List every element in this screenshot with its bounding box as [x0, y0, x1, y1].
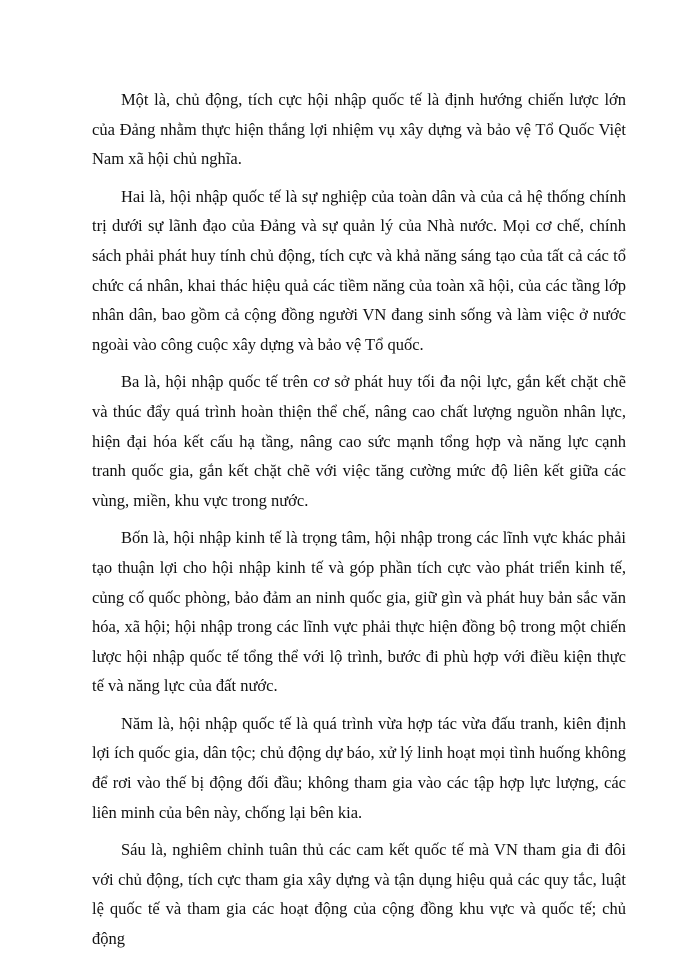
paragraph-bon-la: Bốn là, hội nhập kinh tế là trọng tâm, hội nhập trong các lĩnh vực khác phải tạo thuận lợi cho hội nhập kinh tế và góp phần tích cực vào phát triển kinh tế, củng cố quốc phòng, bảo đảm an ninh quốc gia, giữ gìn và phát huy bản sắc văn hóa, xã hội; hội nhập trong các lĩnh vực phải thực hiện đồng bộ trong một chiến lược hội nhập quốc tế tổng thể với lộ trình, bước đi phù hợp với điều kiện thực tế và năng lực của đất nước.	[92, 528, 626, 696]
document-body	[92, 85, 626, 962]
paragraph-nam-la: Năm là, hội nhập quốc tế là quá trình vừa hợp tác vừa đấu tranh, kiên định lợi ích quốc gia, dân tộc; chủ động dự báo, xử lý linh hoạt mọi tình huống không để rơi vào thế bị động đối đầu; không tham gia vào các tập hợp lực lượng, các liên minh của bên này, chống lại bên kia.	[92, 713, 626, 822]
paragraph-hai-la: Hai là, hội nhập quốc tế là sự nghiệp của toàn dân và của cả hệ thống chính trị dưới sự lãnh đạo của Đảng và sự quản lý của Nhà nước. Mọi cơ chế, chính sách phải phát huy tính chủ động, tích cực và khả năng sáng tạo của tất cả các tổ chức cá nhân, khai thác hiệu quả các tiềm năng của toàn xã hội, của các tầng lớp nhân dân, bao gồm cả cộng đồng người VN đang sinh sống và làm việc ở nước ngoài vào công cuộc xây dựng và bảo vệ Tổ quốc.	[92, 186, 626, 354]
paragraph-mot-la: Một là, chủ động, tích cực hội nhập quốc tế là định hướng chiến lược lớn của Đảng nhằm thực hiện thắng lợi nhiệm vụ xây dựng và bảo vệ Tổ Quốc Việt Nam xã hội chủ nghĩa.	[92, 90, 626, 169]
paragraph-sau-la: Sáu là, nghiêm chỉnh tuân thủ các cam kết quốc tế mà VN tham gia đi đôi với chủ động, tích cực tham gia xây dựng và tận dụng hiệu quả các quy tắc, luật lệ quốc tế và tham gia các hoạt động của cộng đồng khu vực và quốc tế; chủ động	[92, 840, 626, 949]
paragraph-ba-la: Ba là, hội nhập quốc tế trên cơ sở phát huy tối đa nội lực, gắn kết chặt chẽ và thúc đẩy quá trình hoàn thiện thể chế, nâng cao chất lượng nguồn nhân lực, hiện đại hóa kết cấu hạ tầng, nâng cao sức mạnh tổng hợp và năng lực cạnh tranh quốc gia, gắn kết chặt chẽ với việc tăng cường mức độ liên kết giữa các vùng, miền, khu vực trong nước.	[92, 372, 626, 510]
